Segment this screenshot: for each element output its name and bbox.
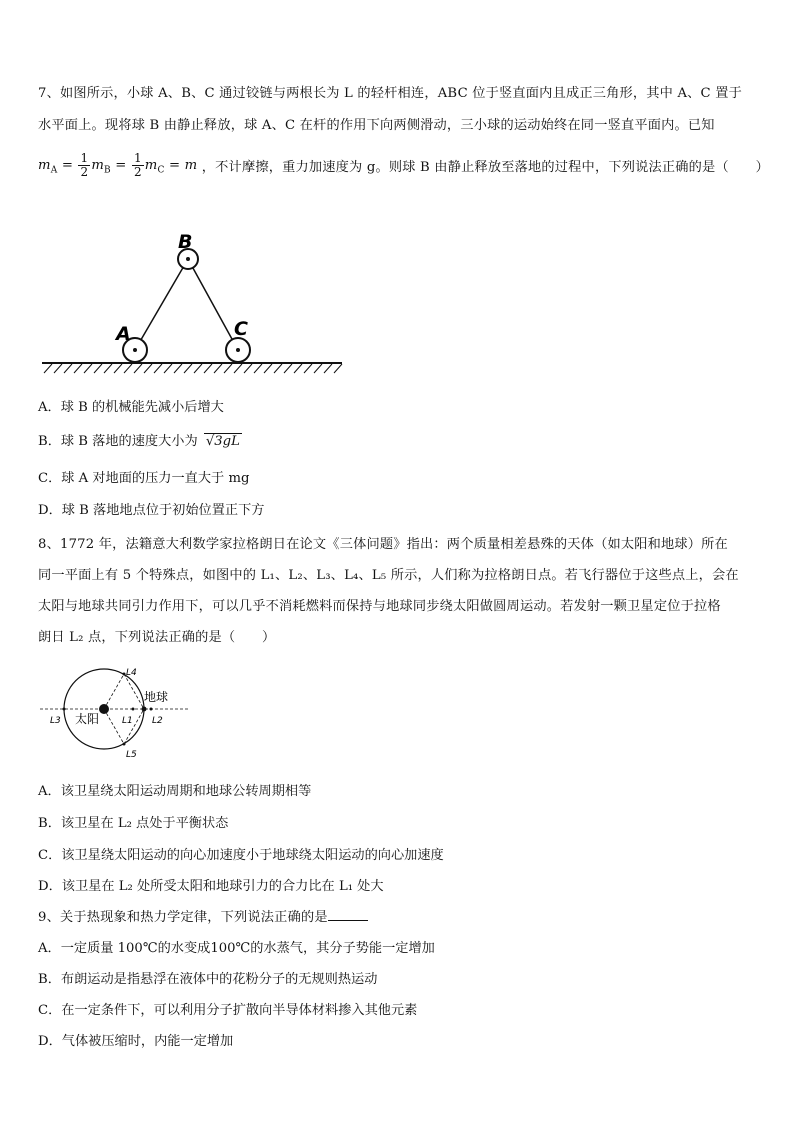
sun-dot (99, 704, 109, 714)
sqrt-expression: √3gL (205, 434, 240, 449)
q9-option-b: B．布朗运动是指悬浮在液体中的花粉分子的无规则热运动 (38, 972, 378, 987)
q7-option-b: B．球 B 落地的速度大小为 √3gL (38, 434, 240, 449)
q7-stem-line2: 水平面上。现将球 B 由静止释放，球 A、C 在杆的作用下向两侧滑动，三小球的运动始终在同一竖直平面内。已知 (38, 118, 715, 133)
q8-option-c: C．该卫星绕太阳运动的向心加速度小于地球绕太阳运动的向心加速度 (38, 848, 444, 863)
q7-mass-formula: $m_A$ = $\frac{1}{2}$ $m_B$ = $\frac{1}{2}$ $m_C = m$ (38, 151, 198, 179)
q8-lagrange-figure (38, 663, 198, 763)
q7-option-a: A．球 B 的机械能先减小后增大 (38, 400, 224, 415)
q8-stem-line4: 朗日 L₂ 点，下列说法正确的是（ ） (38, 630, 276, 645)
label-l2: L2 (152, 716, 163, 726)
label-a: A (116, 323, 131, 345)
q7-option-c: C．球 A 对地面的压力一直大于 mg (38, 471, 250, 486)
answer-blank (328, 908, 368, 921)
label-l5: L5 (126, 750, 137, 760)
q7-option-d: D．球 B 落地地点位于初始位置正下方 (38, 503, 265, 518)
q7-triangle-figure (38, 228, 348, 378)
label-l4: L4 (126, 668, 137, 678)
q8-option-d: D．该卫星在 L₂ 处所受太阳和地球引力的合力比在 L₁ 处大 (38, 879, 384, 894)
q7-stem-line3 (38, 152, 769, 186)
q9-option-d: D．气体被压缩时，内能一定增加 (38, 1034, 234, 1049)
q8-stem-line3: 太阳与地球共同引力作用下，可以几乎不消耗燃料而保持与地球同步绕太阳做圆周运动。若发射一颗卫星定位于拉格 (38, 599, 721, 614)
earth-label: 地球 (144, 690, 169, 704)
label-l3: L3 (50, 716, 61, 726)
label-c: C (234, 318, 248, 340)
q8-option-a: A．该卫星绕太阳运动周期和地球公转周期相等 (38, 784, 312, 799)
rod-ab (135, 259, 188, 350)
q9-stem: 9、关于热现象和热力学定律，下列说法正确的是 (38, 906, 368, 925)
rod-bc (188, 259, 238, 350)
label-l1: L1 (122, 716, 133, 726)
q7-stem-line3-text: ，不计摩擦，重力加速度为 g。则球 B 由静止释放至落地的过程中，下列说法正确的是（ ） (201, 160, 769, 175)
sun-label: 太阳 (75, 712, 100, 726)
q9-option-c: C．在一定条件下，可以利用分子扩散向半导体材料掺入其他元素 (38, 1003, 418, 1018)
q8-stem-line1: 8、1772 年，法籍意大利数学家拉格朗日在论文《三体问题》指出：两个质量相差悬殊的天体（如太阳和地球）所在 (38, 537, 728, 552)
q8-option-b: B．该卫星在 L₂ 点处于平衡状态 (38, 816, 229, 831)
earth-dot (142, 707, 147, 712)
ground-hatching (44, 364, 342, 373)
label-b: B (178, 231, 193, 253)
q9-option-a: A．一定质量 100℃的水变成100℃的水蒸气，其分子势能一定增加 (38, 941, 435, 956)
q8-stem-line2: 同一平面上有 5 个特殊点，如图中的 L₁、L₂、L₃、L₄、L₅ 所示，人们称为拉格朗日点。若飞行器位于这些点上，会在 (38, 568, 739, 583)
q7-stem-line1: 7、如图所示，小球 A、B、C 通过铰链与两根长为 L 的轻杆相连，ABC 位于竖直面内且成正三角形，其中 A、C 置于 (38, 86, 743, 101)
